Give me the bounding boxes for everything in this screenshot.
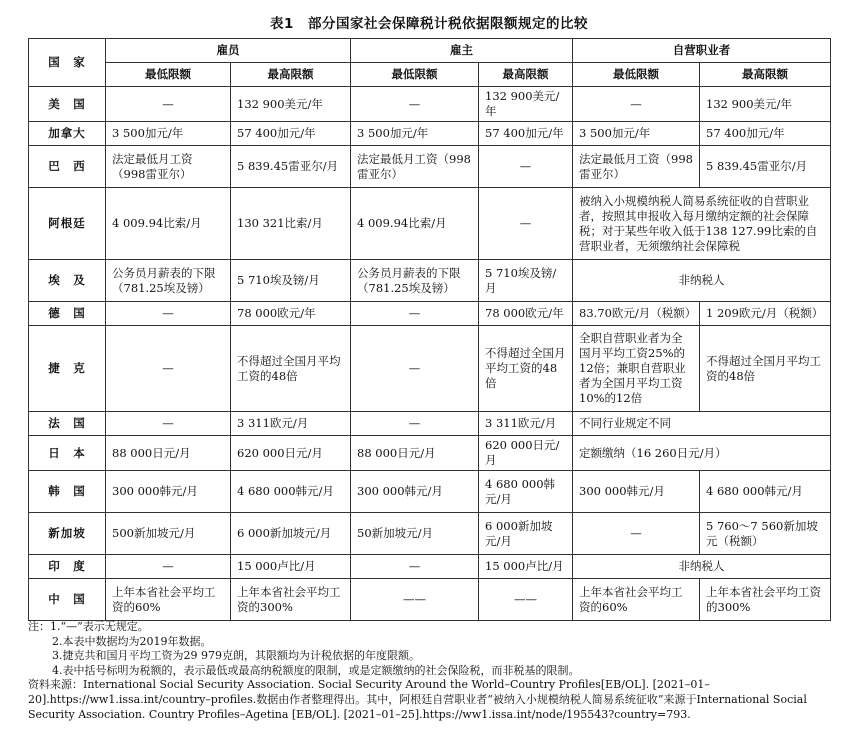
- country-cell: 美 国: [29, 87, 106, 122]
- cell: 88 000日元/月: [106, 436, 231, 471]
- cell: 不同行业规定不同: [573, 412, 831, 436]
- cell: —: [106, 302, 231, 326]
- note-3: 3.捷克共和国月平均工资为29 979克朗，其限额均为计税依据的年度限额。: [52, 649, 420, 663]
- country-cell: 法 国: [29, 412, 106, 436]
- note-4: 4.表中括号标明为税额的，表示最低或最高纳税额度的限制，或是定额缴纳的社会保险税，而非税基的限制。: [52, 663, 580, 677]
- cell: —: [106, 412, 231, 436]
- cell: —: [351, 87, 479, 122]
- cell: 5 839.45雷亚尔/月: [700, 146, 831, 188]
- header-country: 国 家: [29, 39, 106, 87]
- cell: 132 900美元/年: [479, 87, 573, 122]
- cell: 15 000卢比/月: [231, 555, 351, 579]
- table-row: [29, 260, 831, 302]
- header-employer: 雇主: [351, 39, 573, 63]
- cell: —: [351, 555, 479, 579]
- country-cell: 巴 西: [29, 146, 106, 188]
- cell: ——: [351, 579, 479, 621]
- cell: 620 000日元/月: [479, 436, 573, 471]
- header-emp-min: 最低限额: [106, 63, 231, 87]
- cell: 132 900美元/年: [700, 87, 831, 122]
- table-row: [29, 471, 831, 513]
- cell: 5 760～7 560新加坡元（税额）: [700, 513, 831, 555]
- table-row: [29, 436, 831, 471]
- table-row: [29, 326, 831, 412]
- cell: 57 400加元/年: [479, 122, 573, 146]
- header-er-min: 最低限额: [351, 63, 479, 87]
- cell: 132 900美元/年: [231, 87, 351, 122]
- cell: 4 680 000韩元/月: [479, 471, 573, 513]
- cell: ——: [479, 579, 573, 621]
- cell: 3 311欧元/月: [479, 412, 573, 436]
- cell: 公务员月薪表的下限（781.25埃及镑）: [106, 260, 231, 302]
- cell: 1 209欧元/月（税额）: [700, 302, 831, 326]
- header-employee: 雇员: [106, 39, 351, 63]
- cell: 4 680 000韩元/月: [231, 471, 351, 513]
- country-cell: 新加坡: [29, 513, 106, 555]
- country-cell: 捷 克: [29, 326, 106, 412]
- country-cell: 中 国: [29, 579, 106, 621]
- cell: 15 000卢比/月: [479, 555, 573, 579]
- note-1: 注：1.“—”表示无规定。: [28, 620, 149, 633]
- cell: 上年本省社会平均工资的300%: [231, 579, 351, 621]
- country-cell: 韩 国: [29, 471, 106, 513]
- cell: 上年本省社会平均工资的300%: [700, 579, 831, 621]
- cell: —: [106, 326, 231, 412]
- cell: 3 311欧元/月: [231, 412, 351, 436]
- cell: 6 000新加坡元/月: [231, 513, 351, 555]
- country-cell: 德 国: [29, 302, 106, 326]
- cell: 不得超过全国月平均工资的48倍: [479, 326, 573, 412]
- table-title: 表1 部分国家社会保障税计税依据限额规定的比较: [270, 16, 588, 32]
- cell: 5 710埃及镑/月: [231, 260, 351, 302]
- cell: 57 400加元/年: [700, 122, 831, 146]
- cell: —: [106, 87, 231, 122]
- cell: 不得超过全国月平均工资的48倍: [700, 326, 831, 412]
- header-se-min: 最低限额: [573, 63, 700, 87]
- cell: 78 000欧元/年: [479, 302, 573, 326]
- source-note: 资料来源：International Social Security Association. Social Security Around the World–Country Profiles[EB/OL]. [2021–01–20].https://ww1.issa.int/country–profiles.数据由作者整理得出。其中，阿根廷自营职业者“被纳入小规模纳税人简易系统征收”来源于International Social Security Association. Country Profiles–Agetina [EB/OL]. [2021–01–25].https://ww1.issa.int/node/195543?country=793.: [28, 678, 807, 721]
- table-row: [29, 87, 831, 122]
- cell: 上年本省社会平均工资的60%: [106, 579, 231, 621]
- country-cell: 日 本: [29, 436, 106, 471]
- cell: 83.70欧元/月（税额）: [573, 302, 700, 326]
- cell: 6 000新加坡元/月: [479, 513, 573, 555]
- header-er-max: 最高限额: [479, 63, 573, 87]
- cell: —: [351, 412, 479, 436]
- table-row: [29, 579, 831, 621]
- cell: 法定最低月工资（998雷亚尔）: [573, 146, 700, 188]
- table-row: [29, 302, 831, 326]
- cell: —: [479, 146, 573, 188]
- table-row: [29, 555, 831, 579]
- country-cell: 阿根廷: [29, 188, 106, 260]
- cell: —: [573, 513, 700, 555]
- cell: 300 000韩元/月: [351, 471, 479, 513]
- table-notes: [28, 620, 834, 722]
- cell: —: [479, 188, 573, 260]
- table-row: [29, 513, 831, 555]
- cell: 3 500加元/年: [106, 122, 231, 146]
- cell: 公务员月薪表的下限（781.25埃及镑）: [351, 260, 479, 302]
- cell: —: [573, 87, 700, 122]
- table-row: [29, 146, 831, 188]
- cell: 4 009.94比索/月: [106, 188, 231, 260]
- cell: 4 680 000韩元/月: [700, 471, 831, 513]
- cell: 57 400加元/年: [231, 122, 351, 146]
- comparison-table: [28, 38, 831, 621]
- cell: 88 000日元/月: [351, 436, 479, 471]
- cell: 78 000欧元/年: [231, 302, 351, 326]
- cell: 50新加坡元/月: [351, 513, 479, 555]
- cell: 130 321比索/月: [231, 188, 351, 260]
- cell: 被纳入小规模纳税人简易系统征收的自营职业者，按照其申报收入每月缴纳定额的社会保障税；对于某些年收入低于138 127.99比索的自营职业者，无须缴纳社会保障税: [573, 188, 831, 260]
- cell: 上年本省社会平均工资的60%: [573, 579, 700, 621]
- table-row: [29, 188, 831, 260]
- cell: 500新加坡元/月: [106, 513, 231, 555]
- cell: 620 000日元/月: [231, 436, 351, 471]
- cell: —: [351, 326, 479, 412]
- cell: 300 000韩元/月: [573, 471, 700, 513]
- country-cell: 埃 及: [29, 260, 106, 302]
- cell: 4 009.94比索/月: [351, 188, 479, 260]
- cell: 5 710埃及镑/月: [479, 260, 573, 302]
- table-row: [29, 122, 831, 146]
- table-row: [29, 412, 831, 436]
- cell: —: [106, 555, 231, 579]
- cell: 非纳税人: [573, 555, 831, 579]
- cell: 定额缴纳（16 260日元/月）: [573, 436, 831, 471]
- cell: 5 839.45雷亚尔/月: [231, 146, 351, 188]
- header-self-employed: 自营职业者: [573, 39, 831, 63]
- cell: 300 000韩元/月: [106, 471, 231, 513]
- cell: 法定最低月工资（998雷亚尔）: [351, 146, 479, 188]
- country-cell: 加拿大: [29, 122, 106, 146]
- header-se-max: 最高限额: [700, 63, 831, 87]
- country-cell: 印 度: [29, 555, 106, 579]
- cell: —: [351, 302, 479, 326]
- header-emp-max: 最高限额: [231, 63, 351, 87]
- cell: 3 500加元/年: [573, 122, 700, 146]
- cell: 非纳税人: [573, 260, 831, 302]
- cell: 法定最低月工资（998雷亚尔）: [106, 146, 231, 188]
- cell: 不得超过全国月平均工资的48倍: [231, 326, 351, 412]
- note-2: 2.本表中数据均为2019年数据。: [52, 634, 212, 648]
- cell: 全职自营职业者为全国月平均工资25%的12倍；兼职自营职业者为全国月平均工资10%的12倍: [573, 326, 700, 412]
- cell: 3 500加元/年: [351, 122, 479, 146]
